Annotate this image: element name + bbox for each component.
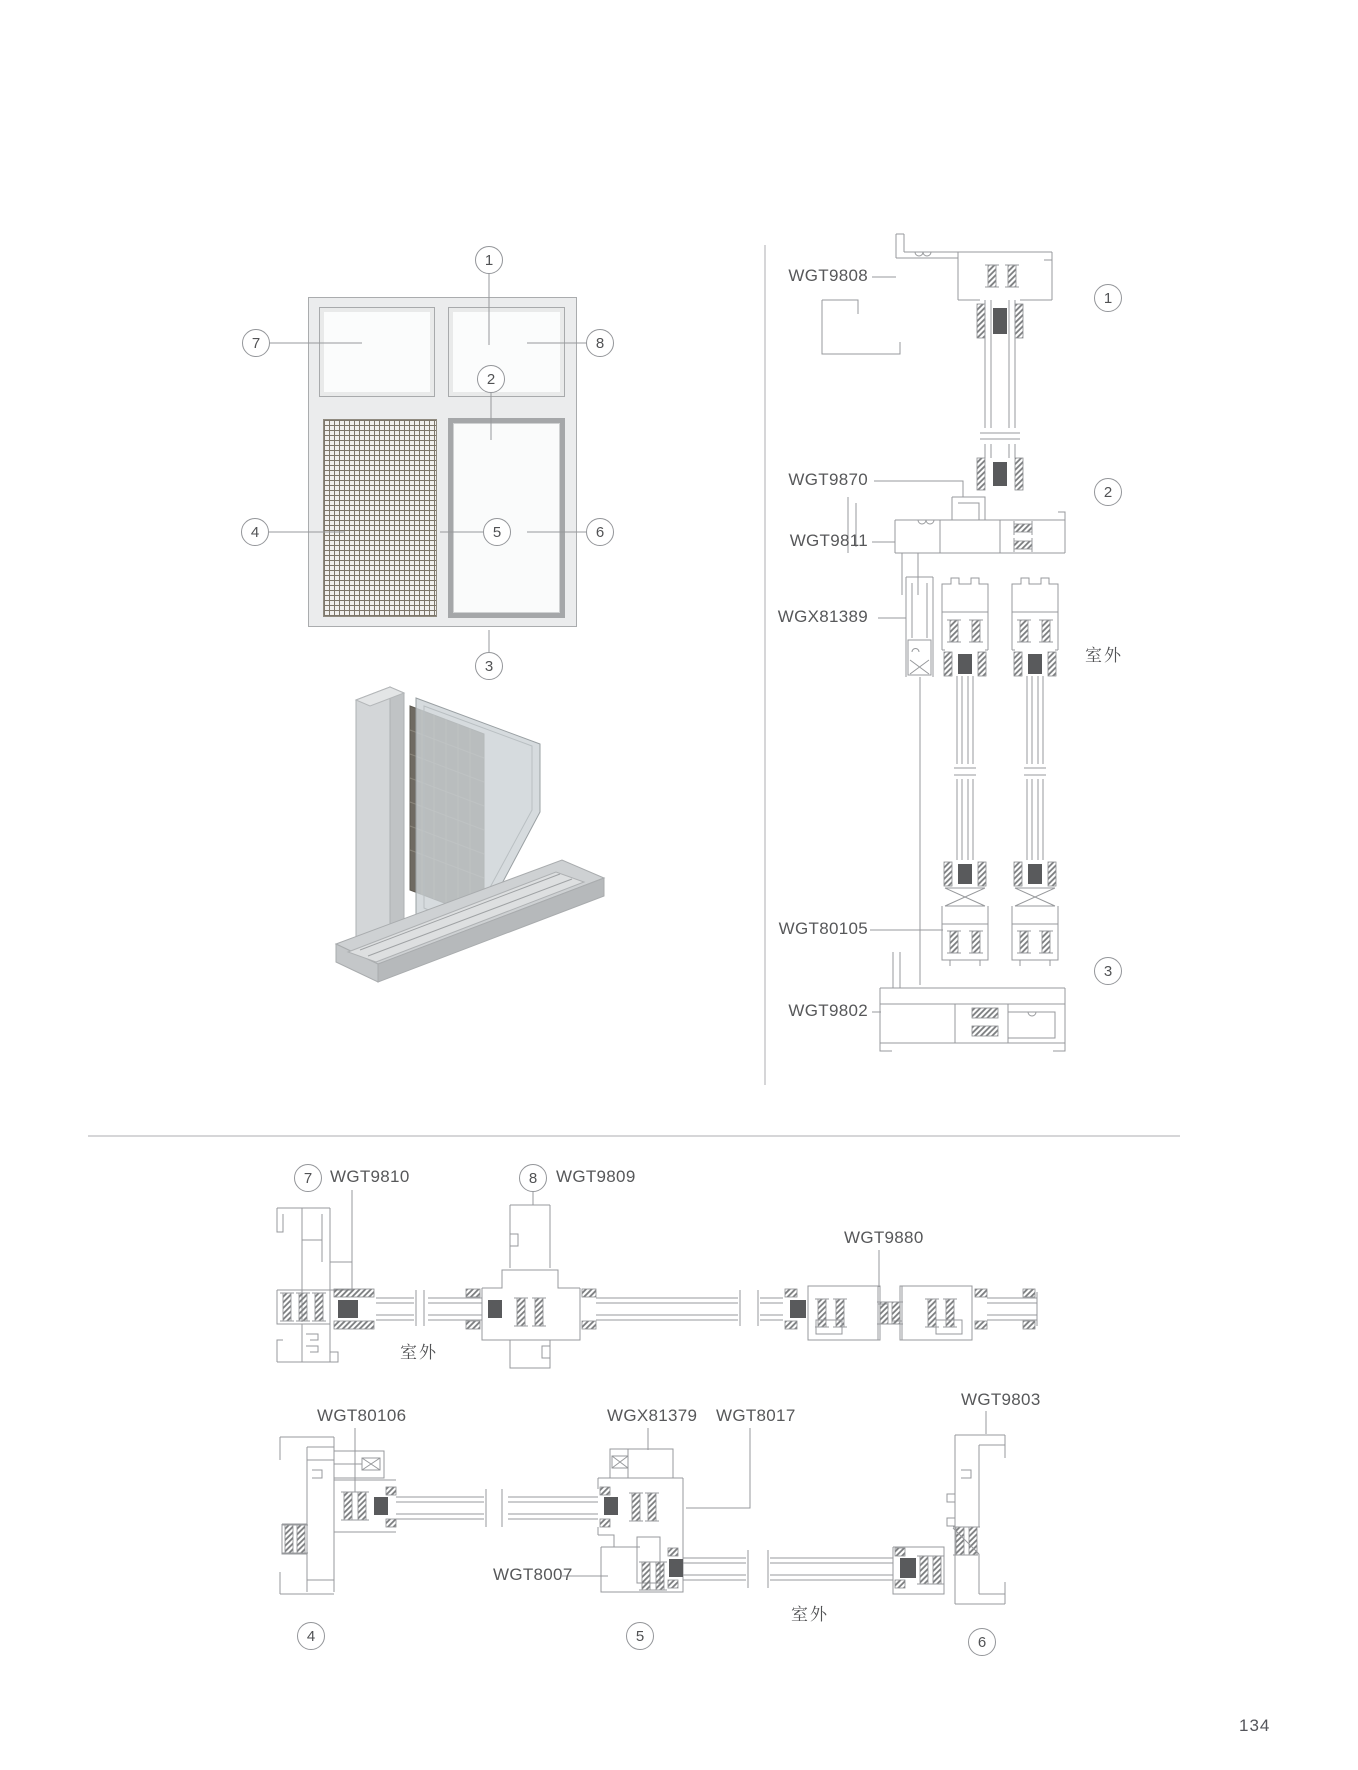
part-label-wgt8017: WGT8017 [716,1406,796,1425]
vs-callout-2 [1094,478,1122,506]
callout-8-number: 8 [595,334,605,352]
ss-callout-4 [297,1622,325,1650]
callout-7 [242,329,270,357]
callout-2 [477,365,505,393]
callout-3 [475,652,503,680]
part-label-wgt9811: WGT9811 [789,531,868,550]
sill-sections-drawing [280,1411,1005,1604]
callout-8 [586,329,614,357]
part-label-wgt9810: WGT9810 [330,1167,410,1186]
hs-callout-8-number: 8 [528,1169,538,1187]
hs-callout-8 [519,1164,547,1192]
vs-callout-3-number: 3 [1103,962,1113,980]
part-label-wgt9808: WGT9808 [788,266,868,285]
outside-label-head: 室外 [400,1343,438,1362]
vs-callout-2-number: 2 [1103,483,1113,501]
dividers [88,245,1180,1136]
part-label-wgt9880: WGT9880 [844,1228,924,1247]
callout-2-number: 2 [486,370,496,388]
vs-callout-1 [1094,284,1122,312]
elevation-leader-lines [269,274,586,652]
part-label-wgt9809: WGT9809 [556,1167,636,1186]
callout-6-number: 6 [595,523,605,541]
callout-7-number: 7 [251,334,261,352]
part-label-wgt9803: WGT9803 [961,1390,1041,1409]
ss-callout-6-number: 6 [977,1633,987,1651]
ss-callout-4-number: 4 [306,1627,316,1645]
page-number: 134 [1239,1716,1271,1735]
head-sections-drawing [277,1190,1037,1368]
vs-callout-1-number: 1 [1103,289,1113,307]
callout-5-number: 5 [492,523,502,541]
callout-1 [475,246,503,274]
part-label-wgt80105: WGT80105 [778,919,868,938]
outside-label-sill: 室外 [791,1605,829,1624]
callout-4 [241,518,269,546]
hs-callout-7 [294,1164,322,1192]
ss-callout-6 [968,1628,996,1656]
callout-3-number: 3 [484,657,494,675]
part-label-wgx81379: WGX81379 [607,1406,698,1425]
vs-callout-3 [1094,957,1122,985]
part-label-wgt9870: WGT9870 [788,470,868,489]
hs-callout-7-number: 7 [303,1169,313,1187]
callout-6 [586,518,614,546]
outside-label-vertical: 室外 [1085,646,1123,665]
part-label-wgt9802: WGT9802 [788,1001,868,1020]
part-label-wgt8007: WGT8007 [493,1565,573,1584]
part-label-wgx81389: WGX81389 [777,607,868,626]
callout-1-number: 1 [484,251,494,269]
callout-4-number: 4 [250,523,260,541]
ss-callout-5-number: 5 [635,1627,645,1645]
render-3d [336,687,604,982]
callout-5 [483,518,511,546]
ss-callout-5 [626,1622,654,1650]
part-label-wgt80106: WGT80106 [317,1406,407,1425]
